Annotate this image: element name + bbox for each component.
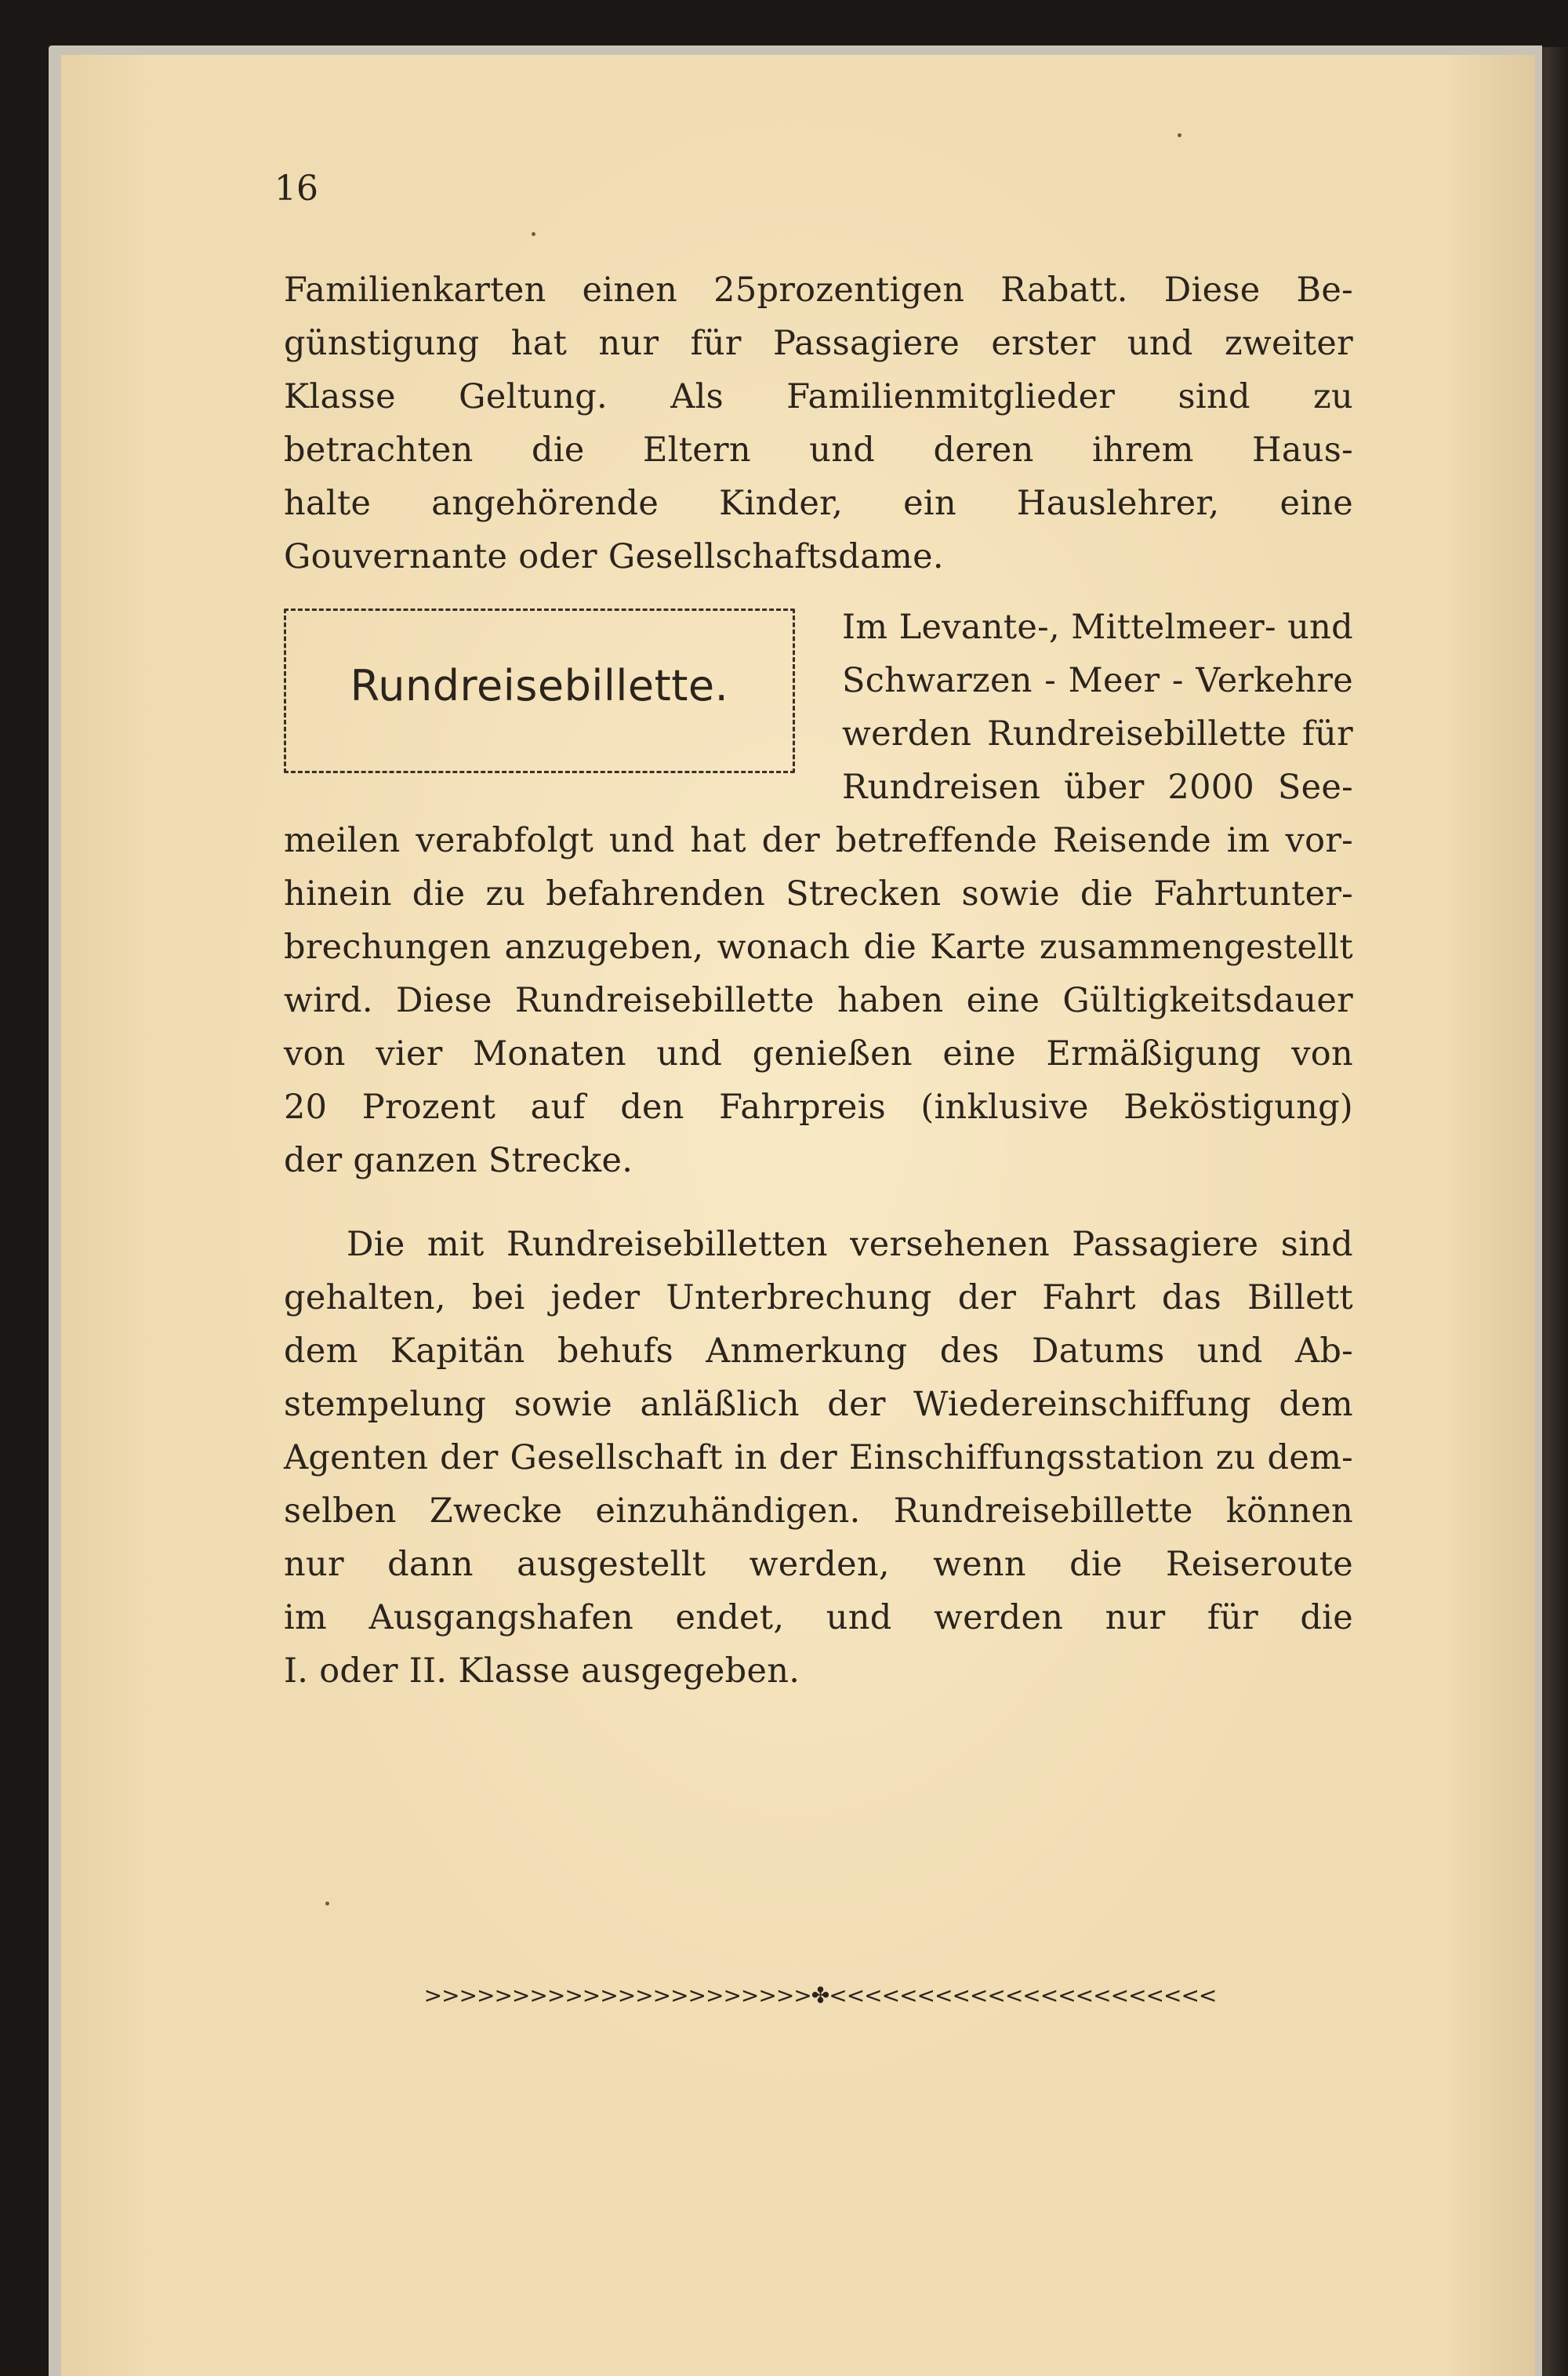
text-line: Im Levante-, Mittelmeer- und (842, 608, 1353, 647)
paragraph-family-tickets (284, 263, 1353, 583)
ornamental-divider: >>>>>>>>>>>>>>>>>>>>>>✤<<<<<<<<<<<<<<<<<<<<<< (423, 1982, 1217, 2008)
text-line: Die mit Rundreisebilletten versehenen Passagiere sind (347, 1225, 1353, 1264)
text-line: I. oder II. Klasse ausgegeben. (284, 1651, 800, 1691)
text-line: dem Kapitän behufs Anmerkung des Datums und Ab- (284, 1332, 1353, 1371)
text-line: Rundreisen über 2000 See- (842, 768, 1353, 807)
text-line: gehalten, bei jeder Unterbrechung der Fahrt das Billett (284, 1278, 1353, 1317)
paragraph-round-trip-continued (284, 814, 1353, 1187)
text-line: halte angehörende Kinder, ein Hauslehrer, eine (284, 484, 1353, 523)
section-heading-box (284, 609, 795, 773)
text-line: wird. Diese Rundreisebillette haben eine Gültigkeitsdauer (284, 981, 1353, 1020)
text-line: Klasse Geltung. Als Familienmitglieder sind zu (284, 377, 1353, 416)
section-heading: Rundreisebillette. (350, 661, 729, 710)
text-line: 20 Prozent auf den Fahrpreis (inklusive Beköstigung) (284, 1088, 1353, 1127)
text-line: Schwarzen - Meer - Verkehre (842, 661, 1353, 700)
text-line: Familienkarten einen 25prozentigen Rabatt. Diese Be- (284, 271, 1353, 310)
text-line: im Ausgangshafen endet, und werden nur für die (284, 1598, 1353, 1637)
paper-speck (532, 232, 535, 236)
text-line: betrachten die Eltern und deren ihrem Haus- (284, 431, 1353, 470)
paragraph-ticket-stamping (284, 1218, 1353, 1698)
paper-speck (1178, 133, 1181, 137)
text-line: Gouvernante oder Gesellschaftsdame. (284, 537, 944, 576)
text-line: werden Rundreisebillette für (842, 714, 1353, 754)
text-line: meilen verabfolgt und hat der betreffende Reisende im vor- (284, 821, 1353, 860)
paper-speck (325, 1902, 329, 1906)
page-number: 16 (274, 169, 318, 209)
paragraph-round-trip-intro (842, 601, 1353, 814)
text-line: Agenten der Gesellschaft in der Einschiffungsstation zu dem- (284, 1438, 1353, 1477)
text-line: der ganzen Strecke. (284, 1141, 633, 1180)
text-line: brechungen anzugeben, wonach die Karte zusammengestellt (284, 928, 1353, 967)
text-line: günstigung hat nur für Passagiere erster und zweiter (284, 324, 1353, 363)
text-line: nur dann ausgestellt werden, wenn die Reiseroute (284, 1545, 1353, 1584)
text-line: von vier Monaten und genießen eine Ermäßigung von (284, 1034, 1353, 1074)
text-line: hinein die zu befahrenden Strecken sowie die Fahrtunter- (284, 874, 1353, 914)
text-line: selben Zwecke einzuhändigen. Rundreisebillette können (284, 1491, 1353, 1531)
text-line: stempelung sowie anläßlich der Wiedereinschiffung dem (284, 1385, 1353, 1424)
